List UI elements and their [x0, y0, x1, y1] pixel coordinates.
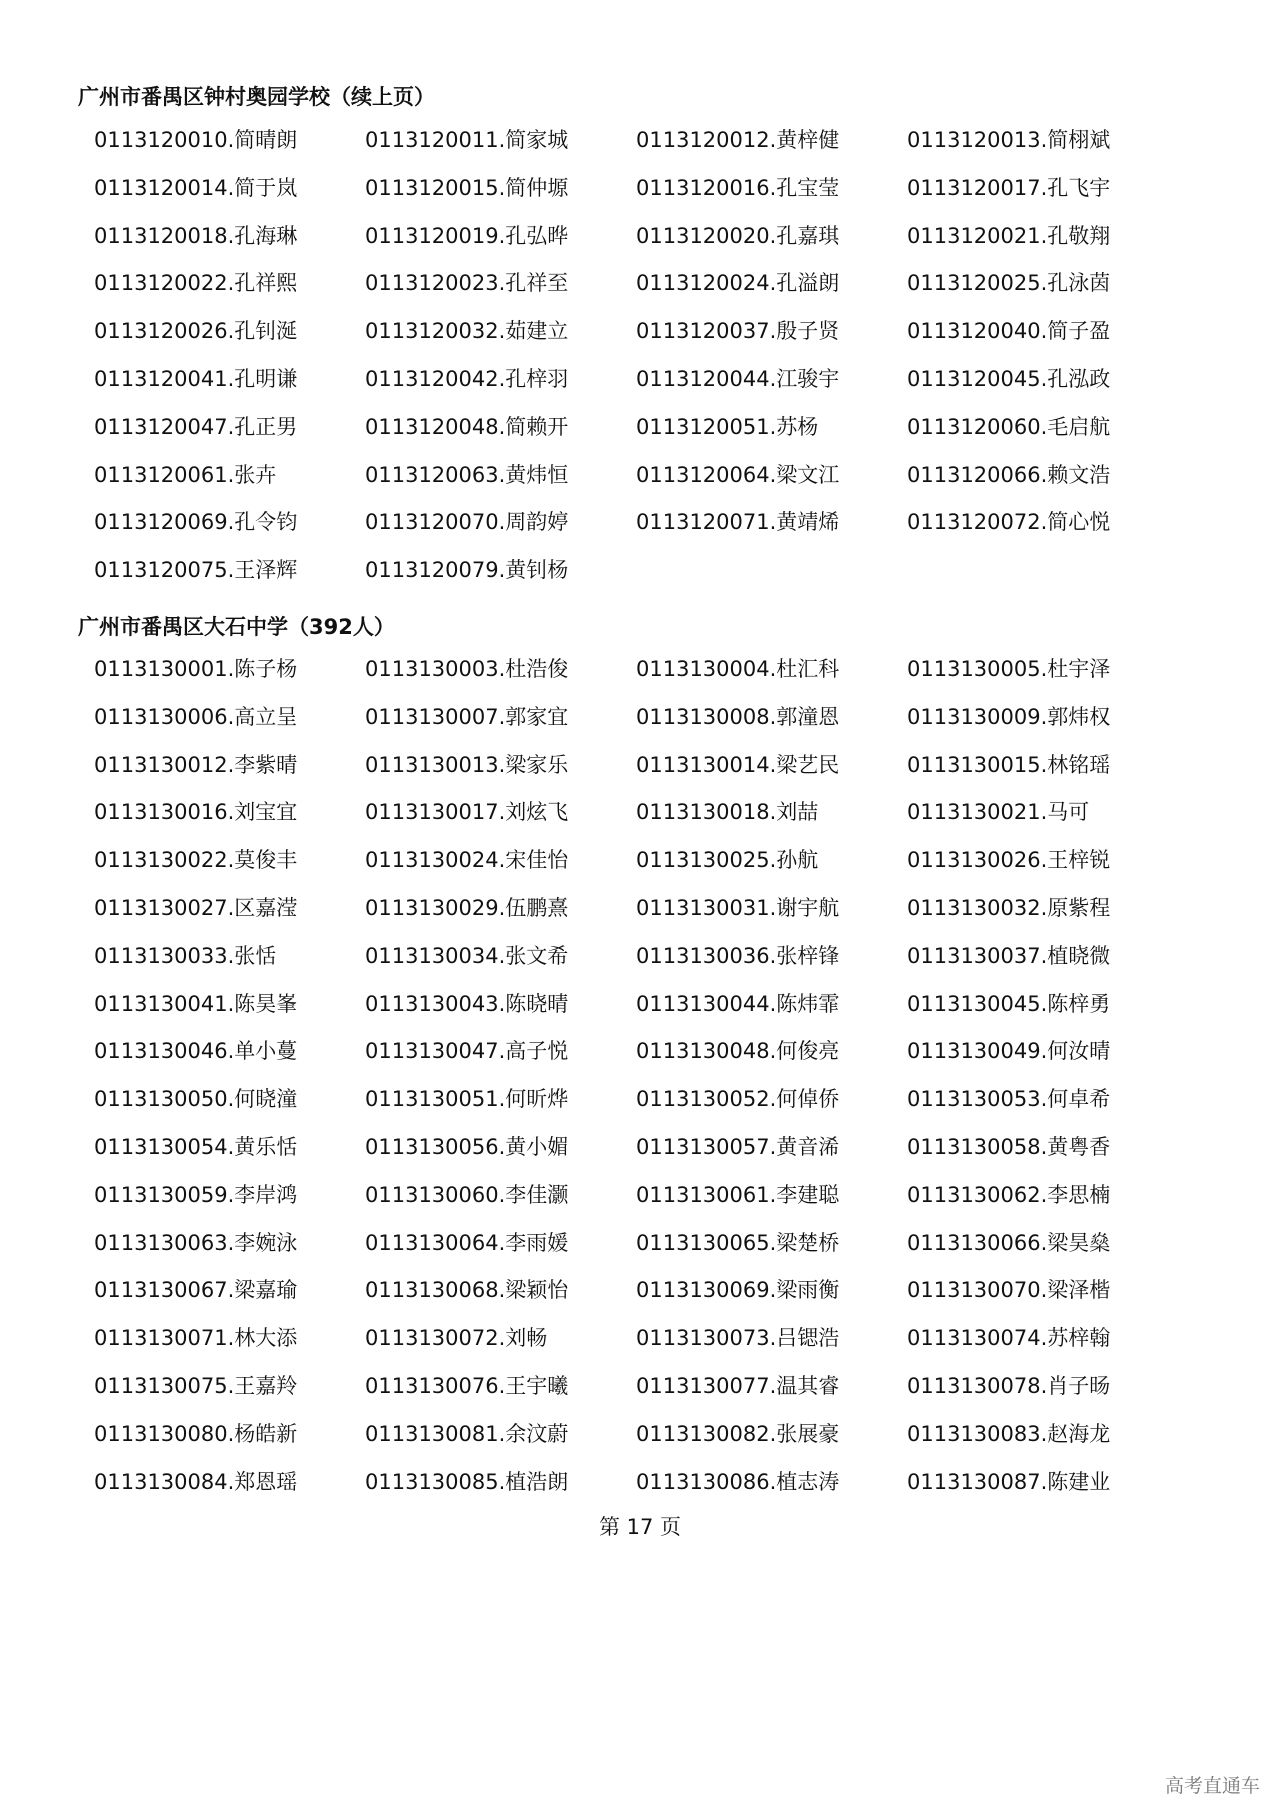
student-entry: 0113120060.毛启航 — [907, 414, 1111, 439]
student-entry: 0113130065.梁楚桥 — [636, 1230, 840, 1255]
student-entry: 0113130009.郭炜权 — [907, 704, 1111, 729]
student-entry: 0113120069.孔令钧 — [94, 510, 298, 535]
student-entry: 0113120040.简子盈 — [907, 319, 1111, 344]
student-entry: 0113120016.孔宝莹 — [636, 175, 840, 200]
student-entry: 0113130025.孙航 — [636, 848, 819, 873]
student-entry: 0113120041.孔明谦 — [94, 366, 298, 391]
student-entry: 0113130036.张梓锋 — [636, 943, 840, 968]
student-entry: 0113130061.李建聪 — [636, 1182, 840, 1207]
student-entry: 0113120048.简赖开 — [365, 414, 569, 439]
student-entry: 0113130057.黄音浠 — [636, 1134, 840, 1159]
student-entry: 0113130004.杜汇科 — [636, 657, 840, 681]
student-entry: 0113130045.陈梓勇 — [907, 991, 1111, 1016]
student-entry: 0113120018.孔海琳 — [94, 223, 298, 248]
student-entry: 0113130037.植晓微 — [907, 943, 1111, 968]
student-entry: 0113120071.黄靖烯 — [636, 510, 840, 535]
student-entry: 0113120015.简仲塬 — [365, 175, 569, 200]
student-entry: 0113120075.王泽辉 — [94, 558, 298, 583]
student-entry: 0113120013.简栩斌 — [907, 128, 1111, 152]
page-number: 第 17 页 — [598, 1515, 682, 1539]
student-entry: 0113130001.陈子杨 — [94, 657, 298, 681]
student-entry: 0113130007.郭家宜 — [365, 704, 569, 729]
student-entry: 0113130046.单小蔓 — [94, 1039, 298, 1064]
student-entry: 0113120032.茹建立 — [365, 319, 569, 344]
student-entry: 0113130067.梁嘉瑜 — [94, 1278, 298, 1303]
student-entry: 0113130086.植志涛 — [636, 1469, 840, 1494]
student-entry: 0113120044.江骏宇 — [636, 366, 840, 391]
student-entry: 0113130003.杜浩俊 — [365, 657, 569, 681]
student-entry: 0113130053.何卓希 — [907, 1087, 1111, 1112]
student-entry: 0113130074.苏梓翰 — [907, 1326, 1111, 1351]
student-entry: 0113130013.梁家乐 — [365, 752, 569, 777]
student-entry: 0113130032.原紫程 — [907, 895, 1111, 920]
student-entry: 0113120042.孔梓羽 — [365, 366, 569, 391]
student-entry: 0113130056.黄小媚 — [365, 1134, 569, 1159]
student-entry: 0113130033.张恬 — [94, 943, 277, 968]
student-entry: 0113130071.林大添 — [94, 1326, 298, 1351]
student-entry: 0113130082.张展豪 — [636, 1421, 840, 1446]
watermark-text: 高考直通车 — [1164, 1775, 1260, 1797]
student-entry: 0113120025.孔泳茵 — [907, 271, 1111, 296]
student-entry: 0113130070.梁泽楷 — [907, 1278, 1111, 1303]
student-entry: 0113130060.李佳灏 — [365, 1182, 569, 1207]
student-entry: 0113130087.陈建业 — [907, 1469, 1111, 1494]
student-entry: 0113120019.孔弘晔 — [365, 223, 569, 248]
student-entry: 0113130052.何倬侨 — [636, 1087, 840, 1112]
student-entry: 0113120051.苏杨 — [636, 414, 819, 439]
student-entry: 0113120024.孔溢朗 — [636, 271, 840, 296]
student-entry: 0113120037.殷子贤 — [636, 319, 840, 344]
student-entry: 0113130050.何晓潼 — [94, 1087, 298, 1112]
student-entry: 0113130026.王梓锐 — [907, 848, 1111, 873]
student-entry: 0113130043.陈晓晴 — [365, 991, 569, 1016]
student-entry: 0113130058.黄粤香 — [907, 1134, 1111, 1159]
student-list-dashi-school — [94, 654, 1194, 1514]
student-entry: 0113130022.莫俊丰 — [94, 848, 298, 873]
student-entry: 0113130015.林铭瑶 — [907, 752, 1111, 777]
student-entry: 0113130048.何俊亮 — [636, 1039, 840, 1064]
student-entry: 0113130069.梁雨衡 — [636, 1278, 840, 1303]
student-entry: 0113120017.孔飞宇 — [907, 175, 1111, 200]
student-entry: 0113130081.余汶蔚 — [365, 1421, 569, 1446]
student-entry: 0113120072.简心悦 — [907, 510, 1111, 535]
student-entry: 0113130076.王宇曦 — [365, 1373, 569, 1398]
student-entry: 0113130073.吕锶浩 — [636, 1326, 840, 1351]
student-entry: 0113130072.刘畅 — [365, 1326, 548, 1351]
student-entry: 0113120020.孔嘉琪 — [636, 223, 840, 248]
student-entry: 0113130041.陈昊峯 — [94, 991, 298, 1016]
student-entry: 0113120061.张卉 — [94, 462, 277, 487]
student-entry: 0113130068.梁颖怡 — [365, 1278, 569, 1303]
student-entry: 0113130034.张文希 — [365, 943, 569, 968]
student-entry: 0113120026.孔钊涎 — [94, 319, 298, 344]
student-entry: 0113130080.杨皓新 — [94, 1421, 298, 1446]
section-title-aoyuan-school: 广州市番禺区钟村奥园学校（续上页） — [78, 85, 435, 109]
student-entry: 0113120063.黄炜恒 — [365, 462, 569, 487]
student-entry: 0113120047.孔正男 — [94, 414, 298, 439]
student-entry: 0113120014.简于岚 — [94, 175, 298, 200]
student-entry: 0113130017.刘炫飞 — [365, 800, 569, 825]
student-entry: 0113120070.周韵婷 — [365, 510, 569, 535]
student-entry: 0113120010.简晴朗 — [94, 128, 298, 152]
student-entry: 0113130083.赵海龙 — [907, 1421, 1111, 1446]
student-entry: 0113130066.梁昊燊 — [907, 1230, 1111, 1255]
student-entry: 0113130054.黄乐恬 — [94, 1134, 298, 1159]
student-entry: 0113120079.黄钊杨 — [365, 558, 569, 583]
student-entry: 0113130075.王嘉羚 — [94, 1373, 298, 1398]
student-entry: 0113130014.梁艺民 — [636, 752, 840, 777]
student-entry: 0113130077.温其睿 — [636, 1373, 840, 1398]
student-entry: 0113120011.简家城 — [365, 128, 569, 152]
student-list-aoyuan-school — [94, 125, 1194, 603]
student-entry: 0113120012.黄梓健 — [636, 128, 840, 152]
student-entry: 0113130008.郭潼恩 — [636, 704, 840, 729]
student-entry: 0113130084.郑恩瑶 — [94, 1469, 298, 1494]
student-entry: 0113130051.何昕烨 — [365, 1087, 569, 1112]
student-entry: 0113120023.孔祥至 — [365, 271, 569, 296]
student-entry: 0113130016.刘宝宜 — [94, 800, 298, 825]
student-entry: 0113130012.李紫晴 — [94, 752, 298, 777]
student-entry: 0113130047.高子悦 — [365, 1039, 569, 1064]
student-entry: 0113130059.李岸鸿 — [94, 1182, 298, 1207]
student-entry: 0113120064.梁文江 — [636, 462, 840, 487]
student-entry: 0113130078.肖子旸 — [907, 1373, 1111, 1398]
section-title-dashi-school: 广州市番禺区大石中学（392人） — [78, 615, 395, 639]
student-entry: 0113130024.宋佳怡 — [365, 848, 569, 873]
student-entry: 0113130064.李雨媛 — [365, 1230, 569, 1255]
student-entry: 0113130006.高立呈 — [94, 704, 298, 729]
student-entry: 0113130044.陈炜霏 — [636, 991, 840, 1016]
student-entry: 0113130049.何汝晴 — [907, 1039, 1111, 1064]
student-entry: 0113130021.马可 — [907, 800, 1090, 825]
student-entry: 0113130031.谢宇航 — [636, 895, 840, 920]
student-entry: 0113120066.赖文浩 — [907, 462, 1111, 487]
student-entry: 0113130005.杜宇泽 — [907, 657, 1111, 681]
student-entry: 0113130063.李婉泳 — [94, 1230, 298, 1255]
student-entry: 0113120045.孔泓政 — [907, 366, 1111, 391]
student-entry: 0113130085.植浩朗 — [365, 1469, 569, 1494]
student-entry: 0113130027.区嘉滢 — [94, 895, 298, 920]
student-entry: 0113130062.李思楠 — [907, 1182, 1111, 1207]
student-entry: 0113130018.刘喆 — [636, 800, 819, 825]
student-entry: 0113120021.孔敬翔 — [907, 223, 1111, 248]
student-entry: 0113130029.伍鹏熹 — [365, 895, 569, 920]
student-entry: 0113120022.孔祥熙 — [94, 271, 298, 296]
